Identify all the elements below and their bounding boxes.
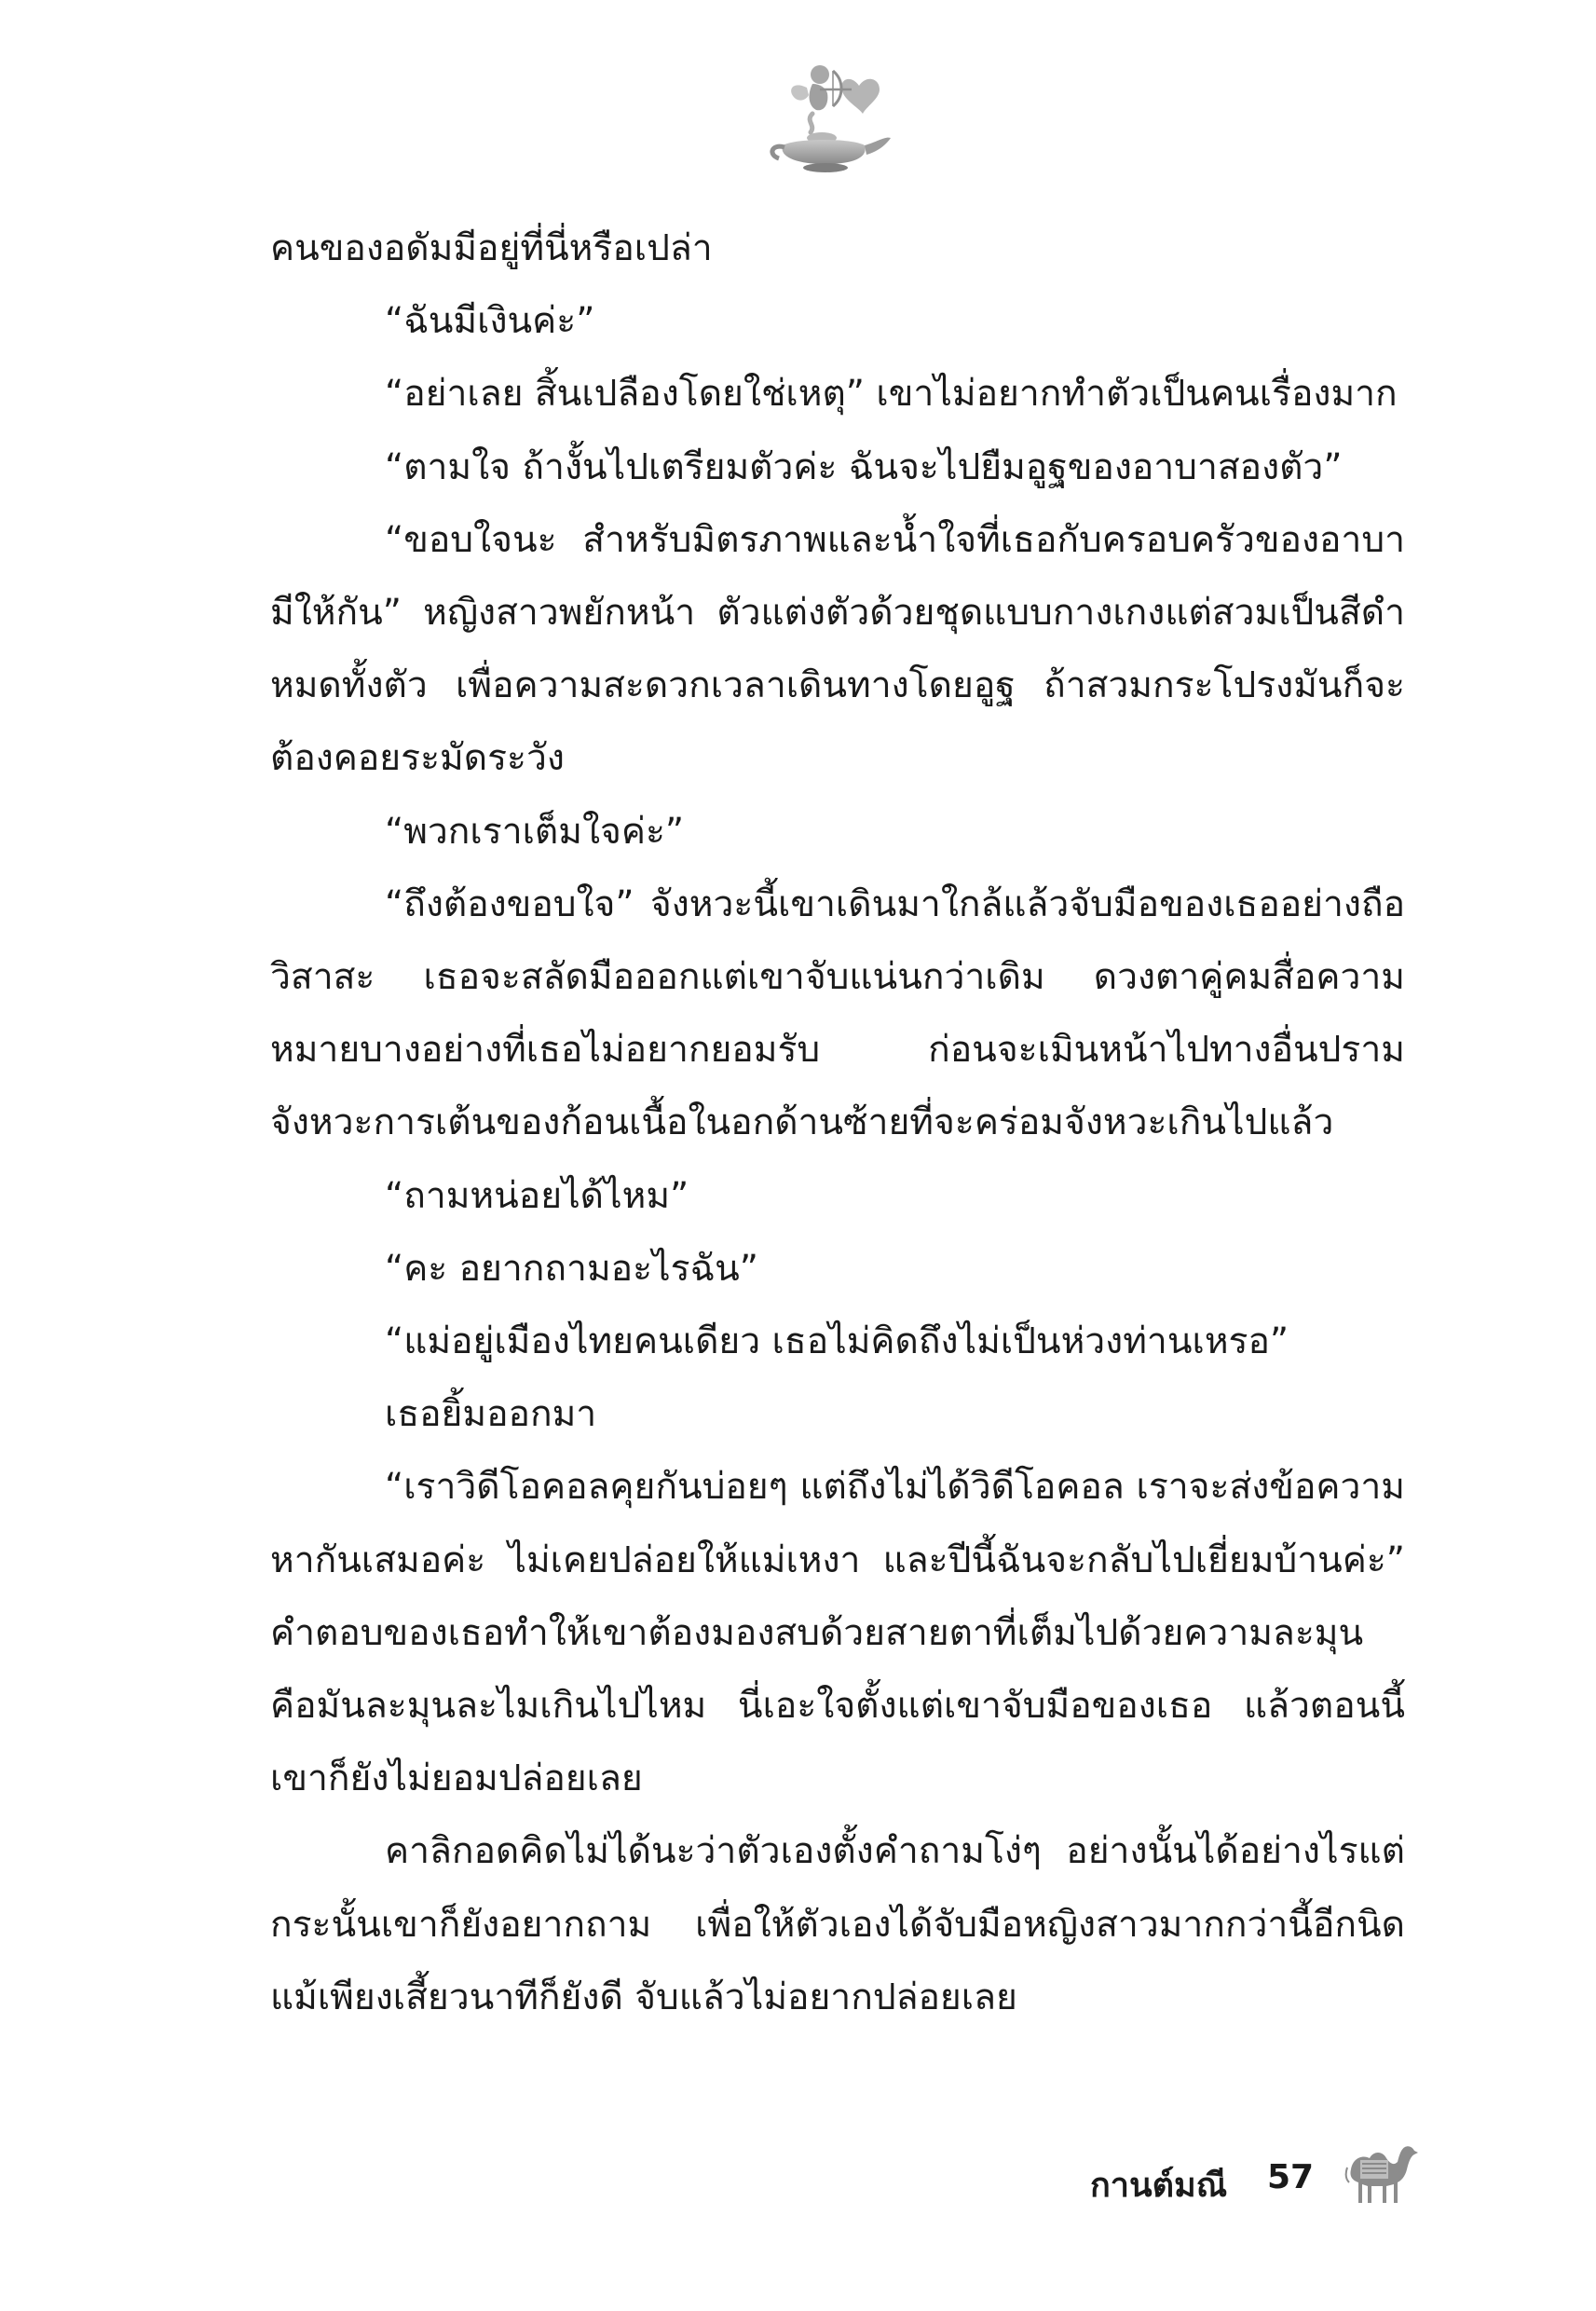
paragraph: คนของอดัมมีอยู่ที่นี่หรือเปล่า: [270, 227, 713, 269]
page-number: 57: [1267, 2158, 1315, 2196]
paragraph: “ถามหน่อยได้ไหม”: [385, 1174, 689, 1217]
paragraph: “ตามใจ ถ้างั้นไปเตรียมตัวค่ะ ฉันจะไปยืมอูฐของอาบาสองตัว”: [385, 445, 1343, 488]
paragraph: “ขอบใจนะ สำหรับมิตรภาพและน้ำใจที่เธอกับครอบครัวของอาบามีให้กัน” หญิงสาวพยักหน้า ตัวแต่งตัวด้วยชุดแบบกางเกงแต่สวมเป็นสีดำหมดทั้งตัว เพื่อความสะดวกเวลาเดินทางโดยอูฐ ถ้าสวมกระโปรงมันก็จะต้องคอยระมัดระวัง: [270, 518, 1405, 780]
camel-icon: [1344, 2141, 1422, 2207]
paragraph: “ฉันมีเงินค่ะ”: [385, 300, 595, 343]
paragraph: “คะ อยากถามอะไรฉัน”: [385, 1247, 759, 1290]
paragraph: “ถึงต้องขอบใจ” จังหวะนี้เขาเดินมาใกล้แล้วจับมือของเธออย่างถือวิสาสะ เธอจะสลัดมือออกแต่เขาจับแน่นกว่าเดิม ดวงตาคู่คมสื่อความหมายบางอย่างที่เธอไม่อยากยอมรับ ก่อนจะเมินหน้าไปทางอื่นปรามจังหวะการเต้นของก้อนเนื้อในอกด้านซ้ายที่จะคร่อมจังหวะเกินไปแล้ว: [270, 882, 1405, 1144]
paragraph: “พวกเราเต็มใจค่ะ”: [385, 810, 685, 853]
book-title: กานต์มณี: [1090, 2167, 1228, 2205]
paragraph: คาลิกอดคิดไม่ได้นะว่าตัวเองตั้งคำถามโง่ๆ อย่างนั้นได้อย่างไรแต่กระนั้นเขาก็ยังอยากถาม เพื่อให้ตัวเองได้จับมือหญิงสาวมากกว่านี้อีกนิด แม้เพียงเสี้ยวนาทีก็ยังดี จับแล้วไม่อยากปล่อยเลย: [270, 1830, 1405, 2018]
page-footer: [1090, 2132, 1425, 2218]
paragraph: “เราวิดีโอคอลคุยกันบ่อยๆ แต่ถึงไม่ได้วิดีโอคอล เราจะส่งข้อความหากันเสมอค่ะ ไม่เคยปล่อยให้แม่เหงา และปีนี้ฉันจะกลับไปเยี่ยมบ้านค่ะ” คำตอบของเธอทำให้เขาต้องมองสบด้วยสายตาที่เต็มไปด้วยความละมุน คือมันละมุนละไมเกินไปไหม นี่เอะใจตั้งแต่เขาจับมือของเธอ แล้วตอนนี้เขาก็ยังไม่ยอมปล่อยเลย: [270, 1466, 1405, 1800]
paragraph: “แม่อยู่เมืองไทยคนเดียว เธอไม่คิดถึงไม่เป็นห่วงท่านเหรอ”: [385, 1320, 1289, 1363]
page-body-text: [270, 212, 1405, 2034]
paragraph: เธอยิ้มออกมา: [385, 1393, 597, 1436]
paragraph: “อย่าเลย สิ้นเปลืองโดยใช่เหตุ” เขาไม่อยากทำตัวเป็นคนเรื่องมาก: [385, 373, 1398, 416]
magic-lamp-cupid-icon: [755, 48, 894, 179]
